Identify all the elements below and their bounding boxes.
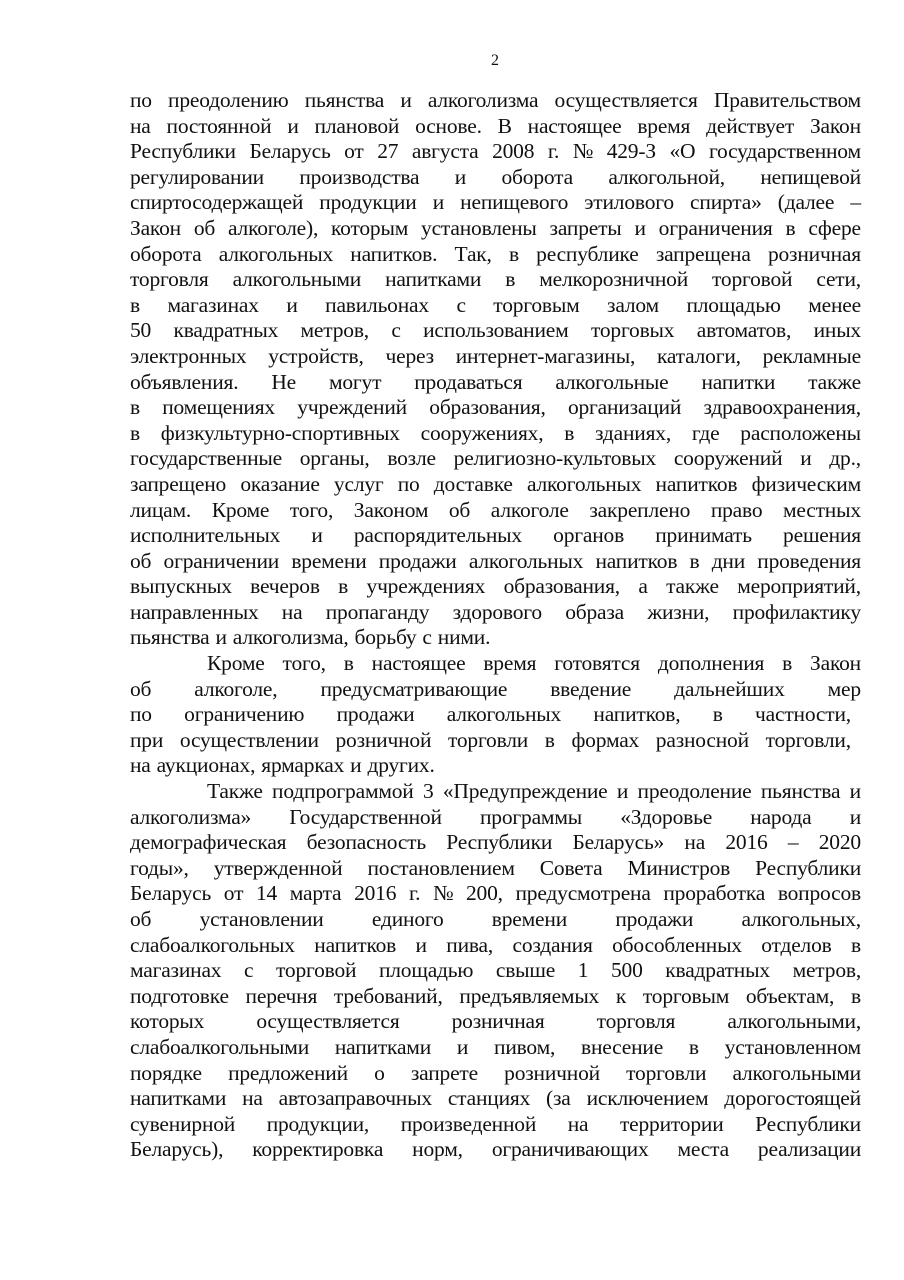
text-line: алкоголизма» Государственной программы «Здоровье народа и [130,804,861,829]
text-line: Кроме того, в настоящее время готовятся дополнения в Закон [207,651,861,676]
text-line: Беларусь от 14 марта 2016 г. № 200, предусмотрена проработка вопросов [130,881,861,906]
page-number: 2 [491,52,499,69]
text-line: об алкоголе, предусматривающие введение дальнейших мер [130,676,861,701]
text-line: на постоянной и плановой основе. В настоящее время действует Закон [130,113,861,138]
text-line: исполнительных и распорядительных органов принимать решения [130,523,861,548]
text-line: торговля алкогольными напитками в мелкорозничной торговой сети, [130,267,861,292]
text-line: выпускных вечеров в учреждениях образования, а также мероприятий, [130,574,861,599]
text-line: запрещено оказание услуг по доставке алкогольных напитков физическим [130,471,861,496]
text-line: напитками на автозаправочных станциях (за исключением дорогостоящей [130,1086,861,1111]
text-line: демографическая безопасность Республики Беларусь» на 2016 – 2020 [130,830,861,855]
text-line: магазинах с торговой площадью свыше 1 500 квадратных метров, [130,958,861,983]
text-line: на аукционах, ярмарках и других. [130,753,435,778]
text-line: которых осуществляется розничная торговля алкогольными, [130,1009,861,1034]
text-line: государственные органы, возле религиозно-культовых сооружений и др., [130,446,861,471]
text-line: об установлении единого времени продажи алкогольных, [130,907,861,931]
text-line: регулировании производства и оборота алкогольной, непищевой [130,164,861,189]
text-line: Закон об алкоголе), которым установлены запреты и ограничения в сфере [130,215,861,240]
text-line: годы», утвержденной постановлением Совета Министров Республики [130,855,861,880]
text-line: направленных на пропаганду здорового образа жизни, профилактику [130,599,861,624]
paragraph [130,88,861,651]
text-line: в помещениях учреждений образования, организаций здравоохранения, [130,395,861,420]
text-line: по ограничению продажи алкогольных напитков, в частности, [130,702,851,727]
text-line: подготовке перечня требований, предъявляемых к торговым объектам, в [130,983,861,1008]
text-line: в магазинах и павильонах с торговым залом площадью менее [130,292,861,317]
document-body [130,88,861,1163]
text-line: порядке предложений о запрете розничной торговли алкогольными [130,1060,861,1085]
text-line: пьянства и алкоголизма, борьбу с ними. [130,625,491,650]
text-line: при осуществлении розничной торговли в формах разносной торговли, [130,727,851,752]
text-line: оборота алкогольных напитков. Так, в республике запрещена розничная [130,241,861,266]
text-line: электронных устройств, через интернет-магазины, каталоги, рекламные [130,343,861,368]
text-line: Беларусь), корректировка норм, ограничивающих места реализации [130,1137,861,1162]
text-line: Также подпрограммой 3 «Предупреждение и преодоление пьянства и [207,779,861,804]
text-line: объявления. Не могут продаваться алкогольные напитки также [130,369,861,394]
text-line: сувенирной продукции, произведенной на территории Республики [130,1111,861,1136]
text-line: по преодолению пьянства и алкоголизма осуществляется Правительством [130,88,861,112]
paragraph [130,651,861,779]
text-line: слабоалкогольных напитков и пива, создания обособленных отделов в [130,932,861,957]
text-line: спиртосодержащей продукции и непищевого этилового спирта» (далее – [130,190,861,215]
paragraph [130,779,861,1163]
text-line: лицам. Кроме того, Законом об алкоголе закреплено право местных [130,497,861,522]
text-line: об ограничении времени продажи алкогольных напитков в дни проведения [130,548,861,573]
text-line: в физкультурно-спортивных сооружениях, в зданиях, где расположены [130,420,861,445]
text-line: 50 квадратных метров, с использованием торговых автоматов, иных [130,318,861,343]
text-line: слабоалкогольными напитками и пивом, внесение в установленном [130,1034,861,1059]
text-line: Республики Беларусь от 27 августа 2008 г. № 429-З «О государственном [130,139,861,164]
